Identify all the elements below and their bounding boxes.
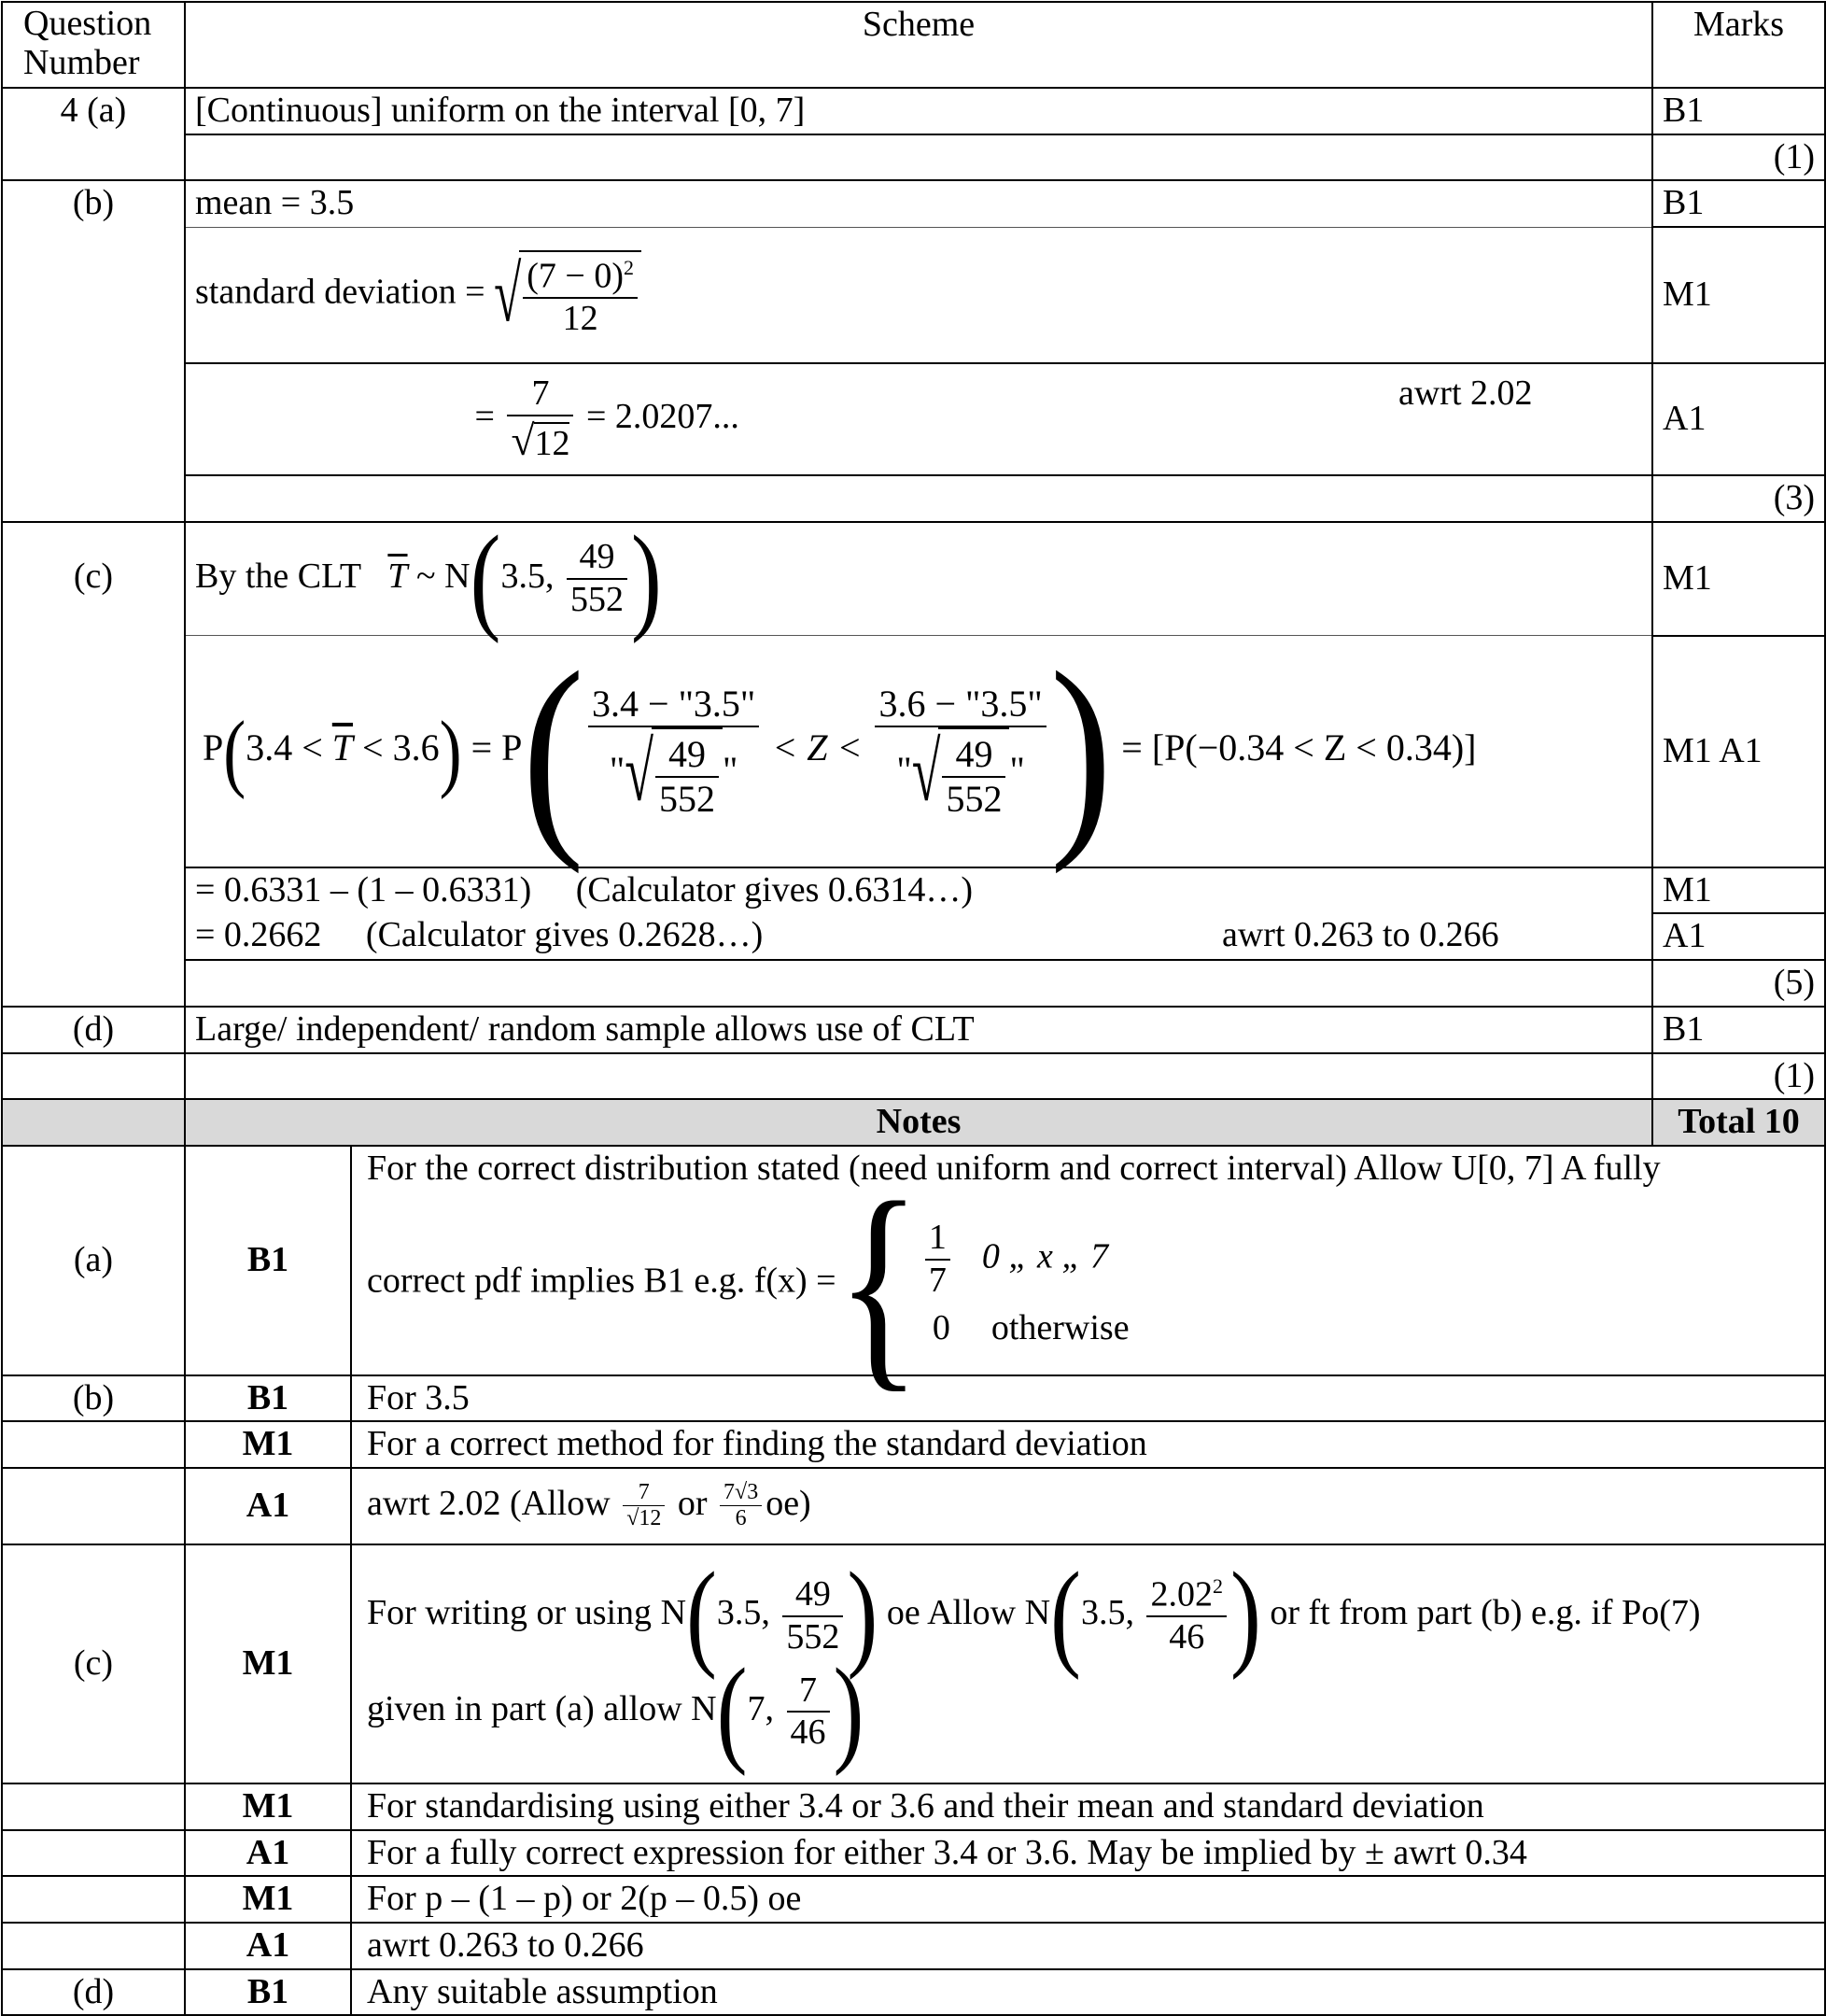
q4d-mark: B1 [1652, 1007, 1825, 1053]
q4a-row [2, 88, 1825, 134]
notes-c1-text: For writing or using N(3.5, $\frac{49}{552}$ ) oe Allow N(3.5, $\frac{2.02^2}{46}$ ) or ft from part (b) e.g. if Po(7) given in part (a) allow N(7, $\frac{7}{46}$ ) [351, 1544, 1825, 1783]
q4b-total-row [2, 475, 1825, 522]
q4a-total: (1) [1652, 134, 1825, 181]
q4c-total-row [2, 960, 1825, 1007]
notes-b1-mark: B1 [185, 1375, 351, 1422]
notes-c3-row [2, 1830, 1825, 1877]
notes-c1-mark: M1 [185, 1544, 351, 1783]
notes-a-mark: B1 [185, 1146, 351, 1375]
q4c-label: (c) [2, 522, 185, 636]
q4b-sd-formula: standard deviation = √ $\frac{(7 - 0)^2}{12}$ [185, 227, 1652, 363]
q4d-total-row [2, 1053, 1825, 1100]
notes-c4-text: For p – (1 – p) or 2(p – 0.5) oe [351, 1876, 1825, 1923]
notes-total: Total 10 [1652, 1099, 1825, 1146]
notes-d-mark: B1 [185, 1969, 351, 2016]
q4d-text: Large/ independent/ random sample allows use of CLT [185, 1007, 1652, 1053]
notes-d-label: (d) [2, 1969, 185, 2016]
q4b-awrt: awrt 2.02 [1398, 374, 1533, 413]
notes-c3-mark: A1 [185, 1830, 351, 1877]
q4c-prob-mark: M1 A1 [1652, 636, 1825, 867]
q4b-sd-mark: M1 [1652, 227, 1825, 363]
q4d-total: (1) [1652, 1053, 1825, 1100]
notes-a-label: (a) [2, 1146, 185, 1375]
q4c-clt: By the CLT $\overline{T}$ ~ N(3.5, $\frac{49}{552}$ ) [185, 522, 1652, 636]
header-scheme: Scheme [185, 2, 1652, 88]
q4b-value-mark: A1 [1652, 363, 1825, 475]
notes-c4-row [2, 1876, 1825, 1923]
q4b-label: (b) [2, 180, 185, 227]
q4c-total: (5) [1652, 960, 1825, 1007]
q4a-text: [Continuous] uniform on the interval [0, 7] [185, 88, 1652, 134]
notes-a-text: For the correct distribution stated (need uniform and correct interval) Allow U[0, 7] A fully correct pdf implies B1 e.g. f(x) ={ $\frac{1}{7}$ 0 „ x „ 7 0 otherwise [351, 1146, 1825, 1375]
sqrt-symbol: √ $\frac{(7 - 0)^2}{12}$ [494, 250, 641, 340]
q4d-row [2, 1007, 1825, 1053]
q4c-clt-row [2, 522, 1825, 636]
q4a-label: 4 (a) [2, 88, 185, 134]
notes-title: Notes [185, 1099, 1652, 1146]
q4b-mean-row [2, 180, 1825, 227]
q4c-line4: = 0.2662 (Calculator gives 0.2628…) awrt 0.263 to 0.266 [185, 913, 1652, 960]
q4b-sd-row [2, 227, 1825, 363]
notes-c3-text: For a fully correct expression for either 3.4 or 3.6. May be implied by ± awrt 0.34 [351, 1830, 1825, 1877]
q4c-prob-row [2, 636, 1825, 867]
q4c-line4-awrt: awrt 0.263 to 0.266 [1222, 915, 1499, 955]
q4d-label: (d) [2, 1007, 185, 1053]
q4c-line3-row [2, 867, 1825, 914]
notes-c5-mark: A1 [185, 1923, 351, 1969]
notes-b3-row [2, 1468, 1825, 1544]
header-marks: Marks [1652, 2, 1825, 88]
header-question-number: Question Number [2, 2, 185, 88]
q4c-line3-mark: M1 [1652, 867, 1825, 914]
q4c-prob: $P(3.4 < \overline{T} < 3.6) = P$( 3.4 − "3.5" "√ $\frac{49}{552}$ " < Z < 3.6 − "3.5" "√ $\frac{49}{552}$ " ) = [P(−0.34 < Z < 0.34)] [185, 636, 1652, 867]
notes-c4-mark: M1 [185, 1876, 351, 1923]
notes-c5-text: awrt 0.263 to 0.266 [351, 1923, 1825, 1969]
q4a-mark: B1 [1652, 88, 1825, 134]
notes-b3-mark: A1 [185, 1468, 351, 1544]
notes-header-row [2, 1099, 1825, 1146]
q4b-mean: mean = 3.5 [185, 180, 1652, 227]
notes-d-row [2, 1969, 1825, 2016]
notes-b-label: (b) [2, 1375, 185, 1422]
notes-c5-row [2, 1923, 1825, 1969]
notes-b1-text: For 3.5 [351, 1375, 1825, 1422]
notes-b3-text: awrt 2.02 (Allow $\frac{7}{√12}$ or $\frac{7√3}{6}$ oe) [351, 1468, 1825, 1544]
notes-a-row [2, 1146, 1825, 1375]
q4a-total-row [2, 134, 1825, 181]
notes-c1-row [2, 1544, 1825, 1783]
q4c-line4-mark: A1 [1652, 913, 1825, 960]
notes-c-label: (c) [2, 1544, 185, 1783]
notes-b2-text: For a correct method for finding the standard deviation [351, 1421, 1825, 1468]
q4c-line3: = 0.6331 – (1 – 0.6331) (Calculator gives 0.6314…) [185, 867, 1652, 914]
q4c-line4-row [2, 913, 1825, 960]
q4b-value-row [2, 363, 1825, 475]
notes-c2-text: For standardising using either 3.4 or 3.6 and their mean and standard deviation [351, 1783, 1825, 1830]
mark-scheme-table [1, 1, 1826, 2016]
notes-d-text: Any suitable assumption [351, 1969, 1825, 2016]
q4b-value-formula: = $\frac{7}{√12}$ = 2.0207... awrt 2.02 [185, 363, 1652, 475]
notes-c2-mark: M1 [185, 1783, 351, 1830]
q4c-clt-mark: M1 [1652, 522, 1825, 636]
header-row [2, 2, 1825, 88]
q4b-mean-mark: B1 [1652, 180, 1825, 227]
notes-b2-mark: M1 [185, 1421, 351, 1468]
q4b-total: (3) [1652, 475, 1825, 522]
notes-b2-row [2, 1421, 1825, 1468]
notes-c2-row [2, 1783, 1825, 1830]
